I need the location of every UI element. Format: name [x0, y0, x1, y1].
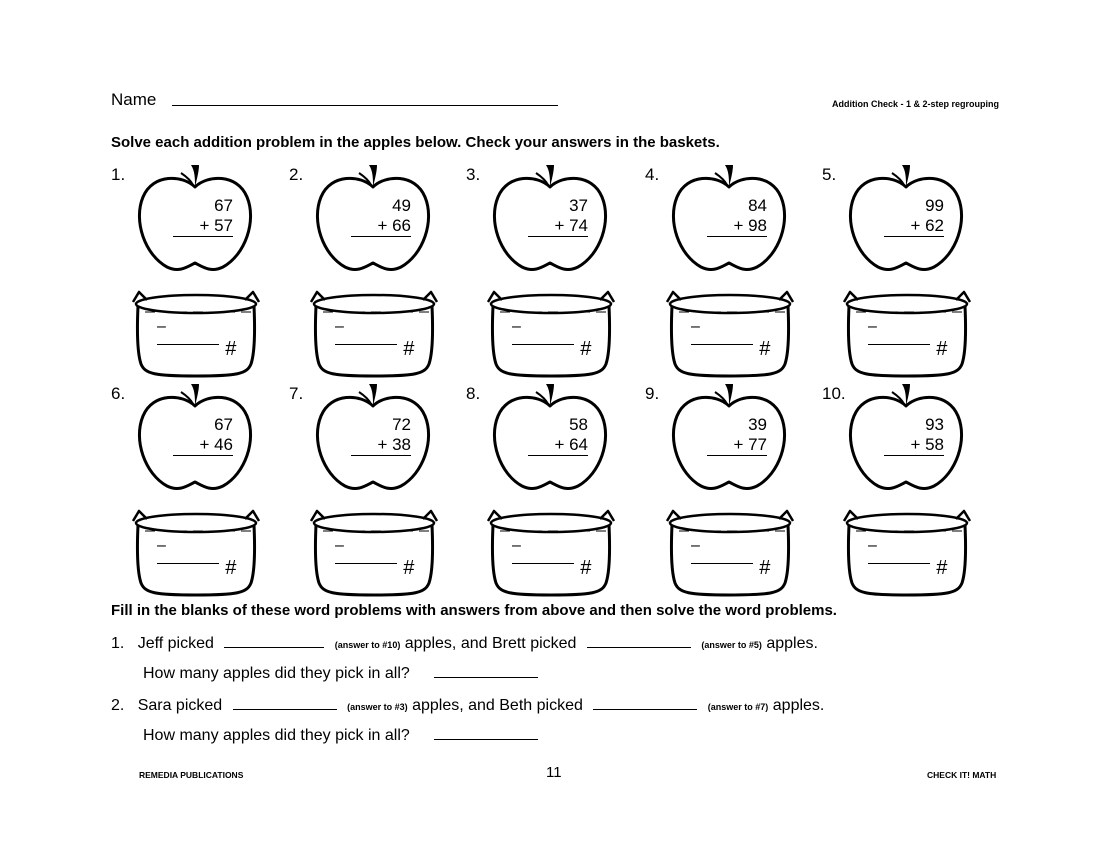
basket-icon	[840, 507, 974, 597]
basket-icon	[663, 288, 797, 378]
apple-problem	[133, 163, 257, 275]
check-basket	[840, 507, 974, 597]
check-answer-line[interactable]	[157, 344, 219, 345]
word-problem-text: apples.	[772, 697, 825, 714]
check-basket	[484, 288, 618, 378]
question-text: How many apples did they pick in all?	[143, 665, 410, 682]
addend-top: 58	[569, 415, 588, 434]
answer-blank[interactable]	[224, 647, 324, 648]
apple-problem	[667, 382, 791, 494]
basket-icon	[129, 288, 263, 378]
hash-mark: #	[225, 557, 237, 579]
problem-number: 6.	[111, 384, 126, 403]
hash-mark: #	[580, 557, 592, 579]
minus-sign: –	[691, 318, 700, 335]
problem-number: 1.	[111, 165, 126, 184]
name-input-line[interactable]	[172, 105, 558, 106]
apple-problem	[488, 163, 612, 275]
check-answer-line[interactable]	[868, 563, 930, 564]
word-problem-1-question	[143, 665, 544, 683]
word-problem-text: Jeff picked	[137, 635, 214, 652]
hash-mark: #	[936, 557, 948, 579]
check-basket	[129, 507, 263, 597]
apple-problem	[311, 382, 435, 494]
total-answer-blank[interactable]	[434, 677, 538, 678]
problem-number: 7.	[289, 384, 304, 403]
footer-series: CHECK IT! MATH	[927, 770, 997, 780]
check-basket	[129, 288, 263, 378]
check-basket	[663, 288, 797, 378]
hash-mark: #	[225, 338, 237, 360]
minus-sign: –	[691, 537, 700, 554]
minus-sign: –	[157, 537, 166, 554]
minus-sign: –	[868, 537, 877, 554]
answer-blank[interactable]	[233, 709, 337, 710]
addend-top: 84	[748, 196, 767, 215]
minus-sign: –	[335, 537, 344, 554]
hash-mark: #	[580, 338, 592, 360]
check-basket	[484, 507, 618, 597]
check-answer-line[interactable]	[335, 563, 397, 564]
basket-icon	[840, 288, 974, 378]
question-text: How many apples did they pick in all?	[143, 727, 410, 744]
addend-bottom: + 46	[173, 435, 233, 456]
problem-number: 8.	[466, 384, 481, 403]
addend-top: 72	[392, 415, 411, 434]
addend-top: 99	[925, 196, 944, 215]
word-problem-text: apples.	[766, 635, 818, 652]
hash-mark: #	[403, 557, 415, 579]
word-problem-text: apples, and Brett picked	[404, 635, 577, 652]
word-problem-text: apples, and Beth picked	[412, 697, 583, 714]
hash-mark: #	[403, 338, 415, 360]
instructions-part2: Fill in the blanks of these word problems with answers from above and then solve the word problems.	[111, 602, 837, 619]
word-problem-2	[111, 697, 824, 715]
word-problem-number: 1.	[111, 635, 125, 652]
addend-top: 67	[214, 415, 233, 434]
check-basket	[663, 507, 797, 597]
check-answer-line[interactable]	[868, 344, 930, 345]
addend-bottom: + 57	[173, 216, 233, 237]
problem-number: 10.	[822, 384, 846, 403]
apple-problem	[311, 163, 435, 275]
addend-bottom: + 62	[884, 216, 944, 237]
footer-publisher: REMEDIA PUBLICATIONS	[139, 770, 244, 780]
addend-bottom: + 64	[528, 435, 588, 456]
minus-sign: –	[335, 318, 344, 335]
problem-number: 9.	[645, 384, 660, 403]
check-answer-line[interactable]	[157, 563, 219, 564]
total-answer-blank[interactable]	[434, 739, 538, 740]
basket-icon	[307, 288, 441, 378]
hash-mark: #	[936, 338, 948, 360]
name-label: Name	[111, 90, 157, 109]
check-answer-line[interactable]	[691, 344, 753, 345]
check-answer-line[interactable]	[691, 563, 753, 564]
addend-top: 67	[214, 196, 233, 215]
addend-top: 49	[392, 196, 411, 215]
basket-icon	[484, 507, 618, 597]
basket-icon	[307, 507, 441, 597]
page-number: 11	[546, 764, 562, 781]
answer-reference: (answer to #7)	[707, 702, 769, 712]
check-basket	[840, 288, 974, 378]
minus-sign: –	[512, 318, 521, 335]
apple-problem	[667, 163, 791, 275]
basket-icon	[129, 507, 263, 597]
minus-sign: –	[157, 318, 166, 335]
minus-sign: –	[512, 537, 521, 554]
addend-bottom: + 77	[707, 435, 767, 456]
answer-reference: (answer to #3)	[347, 702, 408, 712]
addend-bottom: + 66	[351, 216, 411, 237]
minus-sign: –	[868, 318, 877, 335]
answer-blank[interactable]	[593, 709, 697, 710]
addend-bottom: + 38	[351, 435, 411, 456]
apple-problem	[844, 382, 968, 494]
answer-reference: (answer to #10)	[334, 640, 401, 650]
addend-top: 39	[748, 415, 767, 434]
apple-problem	[844, 163, 968, 275]
answer-reference: (answer to #5)	[701, 640, 762, 650]
basket-icon	[484, 288, 618, 378]
addend-bottom: + 74	[528, 216, 588, 237]
problem-number: 4.	[645, 165, 660, 184]
check-answer-line[interactable]	[512, 344, 574, 345]
check-answer-line[interactable]	[512, 563, 574, 564]
hash-mark: #	[759, 557, 771, 579]
check-basket	[307, 507, 441, 597]
apple-problem	[133, 382, 257, 494]
apple-problem	[488, 382, 612, 494]
addend-bottom: + 58	[884, 435, 944, 456]
answer-blank[interactable]	[587, 647, 691, 648]
word-problem-2-question	[143, 727, 544, 745]
word-problem-text: Sara picked	[137, 697, 223, 714]
word-problem-1	[111, 635, 818, 653]
basket-icon	[663, 507, 797, 597]
word-problem-number: 2.	[111, 697, 125, 714]
problem-number: 2.	[289, 165, 304, 184]
instructions-part1: Solve each addition problem in the apples below. Check your answers in the baskets.	[111, 134, 720, 151]
hash-mark: #	[759, 338, 771, 360]
addend-bottom: + 98	[707, 216, 767, 237]
check-basket	[307, 288, 441, 378]
worksheet-subtitle: Addition Check - 1 & 2-step regrouping	[832, 99, 1000, 109]
addend-top: 93	[925, 415, 944, 434]
problem-number: 5.	[822, 165, 837, 184]
check-answer-line[interactable]	[335, 344, 397, 345]
problem-number: 3.	[466, 165, 481, 184]
addend-top: 37	[569, 196, 588, 215]
